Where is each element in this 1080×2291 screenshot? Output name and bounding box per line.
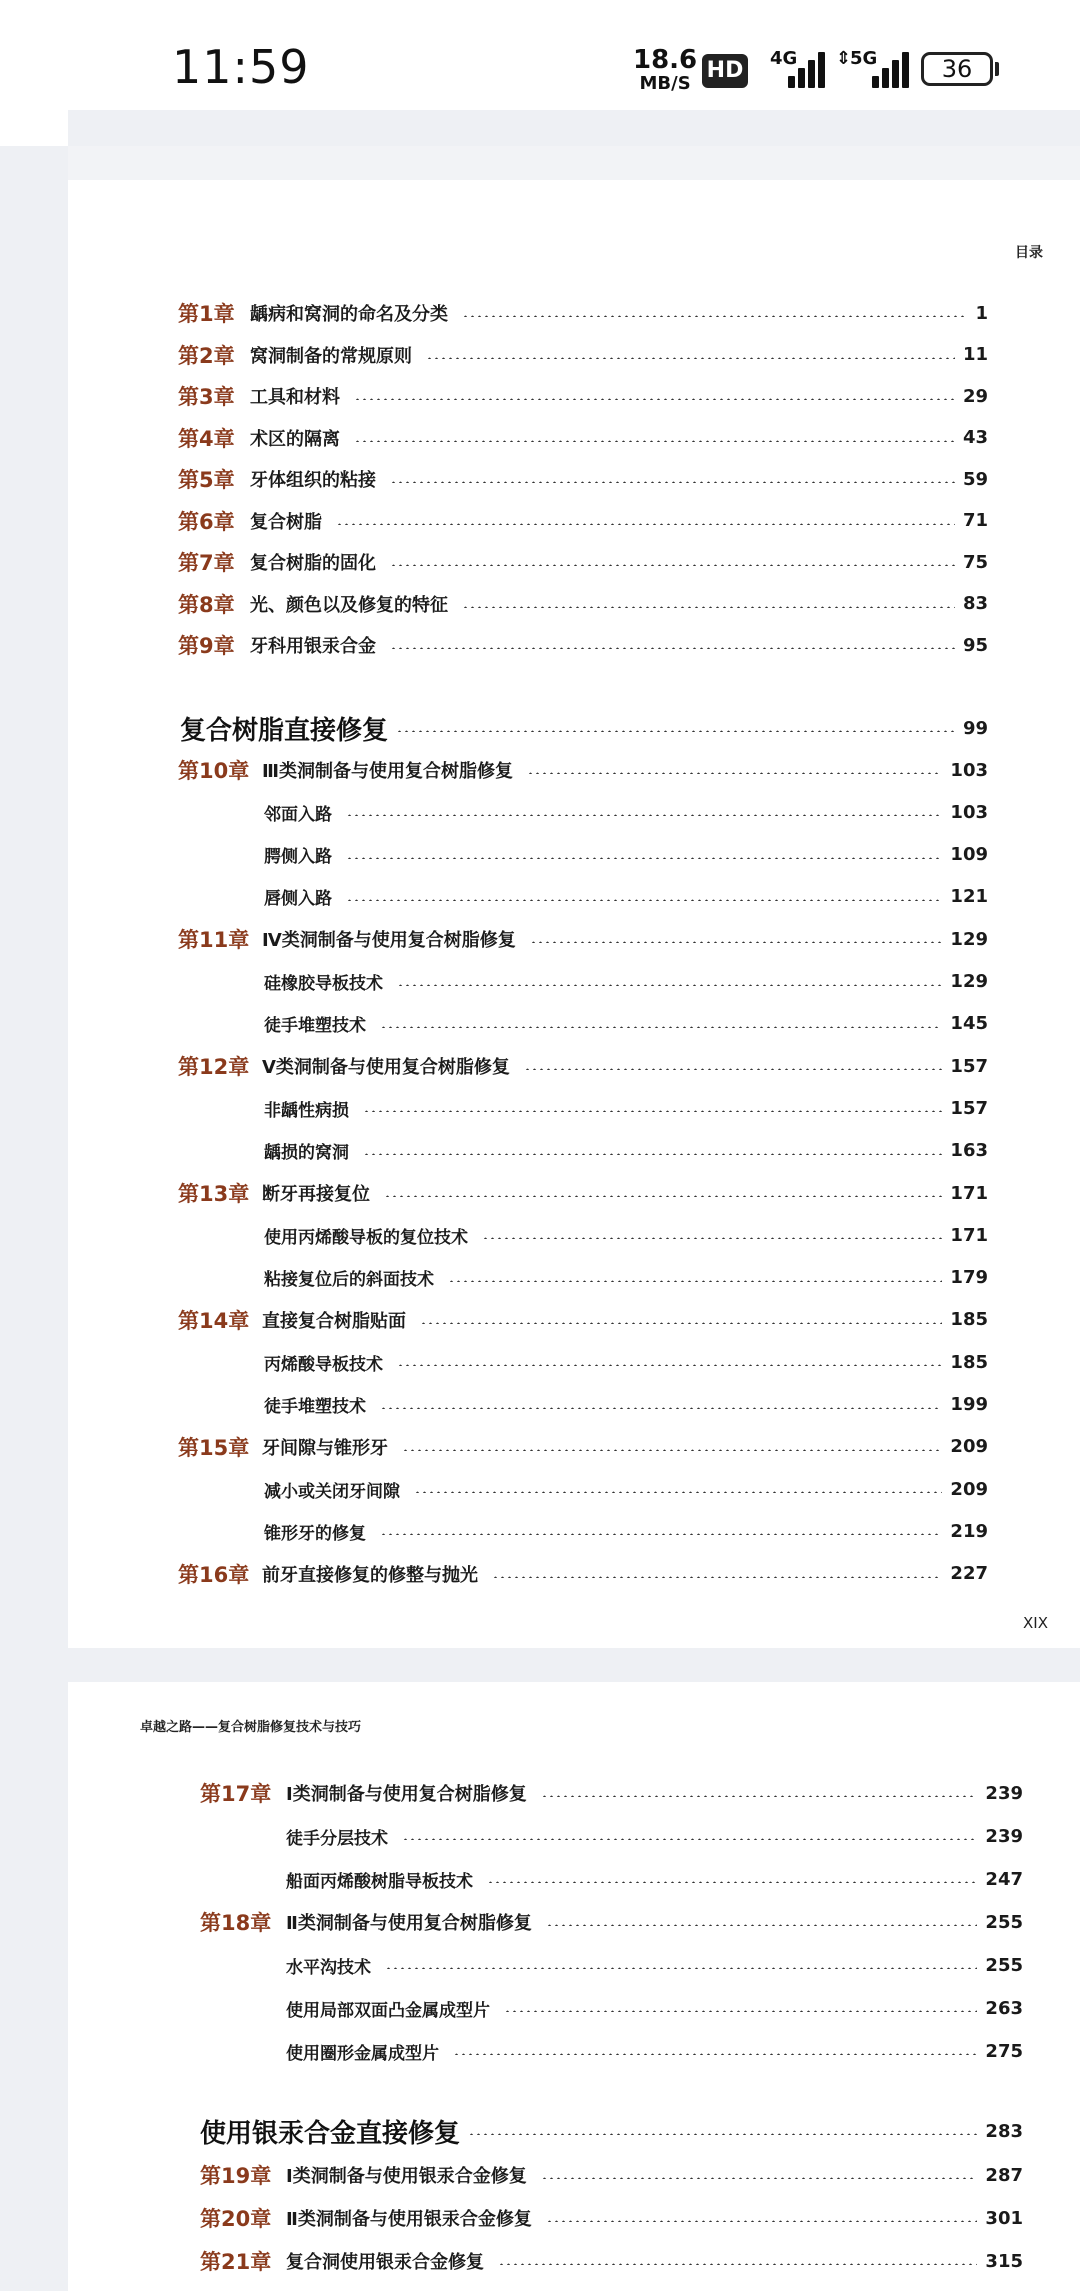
entry-title: 邻面入路 bbox=[264, 804, 332, 825]
toc-chapter-entry[interactable] bbox=[178, 1430, 988, 1464]
entry-title: 减小或关闭牙间隙 bbox=[264, 1481, 400, 1502]
toc-section-entry[interactable] bbox=[286, 2034, 1023, 2068]
part-title: 使用银汞合金直接修复 bbox=[200, 2118, 461, 2149]
toc-part-heading[interactable] bbox=[180, 711, 988, 745]
toc-section-entry[interactable] bbox=[264, 1218, 988, 1252]
page-ref: 263 bbox=[985, 1997, 1023, 2019]
page-ref: 209 bbox=[950, 1436, 988, 1458]
toc-section-entry[interactable] bbox=[264, 1472, 988, 1506]
leader-dots bbox=[384, 1195, 942, 1197]
leader-dots bbox=[462, 315, 967, 317]
chapter-number: 第1章 bbox=[178, 302, 235, 326]
entry-title: 使用局部双面凸金属成型片 bbox=[286, 2000, 490, 2021]
entry-title: 使用丙烯酸导板的复位技术 bbox=[264, 1227, 468, 1248]
chapter-number: 第12章 bbox=[178, 1055, 250, 1080]
page-ref: 185 bbox=[950, 1309, 988, 1331]
entry-title: Ⅱ类洞制备与使用银汞合金修复 bbox=[286, 2209, 532, 2230]
toc-section-entry[interactable] bbox=[264, 838, 988, 872]
chapter-number: 第7章 bbox=[178, 551, 235, 575]
gutter bbox=[0, 110, 68, 146]
leader-dots bbox=[385, 1967, 977, 1969]
toc-section-entry[interactable] bbox=[286, 1819, 1023, 1853]
leader-dots bbox=[541, 2177, 978, 2179]
page-ref: 95 bbox=[962, 634, 988, 656]
leader-dots bbox=[527, 772, 942, 774]
entry-title: 粘接复位后的斜面技术 bbox=[264, 1270, 434, 1291]
entry-title: 术区的隔离 bbox=[250, 428, 340, 450]
chapter-number: 第2章 bbox=[178, 343, 235, 368]
toc-section-entry[interactable] bbox=[264, 1345, 988, 1379]
toc-section-entry[interactable] bbox=[264, 1091, 988, 1125]
toc-section-entry[interactable] bbox=[264, 1261, 988, 1295]
toc-chapter-entry[interactable] bbox=[200, 1776, 1023, 1810]
chapter-number: 第11章 bbox=[178, 928, 250, 953]
entry-title: 徒手堆塑技术 bbox=[264, 1397, 366, 1417]
page-ref: 157 bbox=[950, 1097, 988, 1119]
page-header: 卓越之路——复合树脂修复技术与技巧 bbox=[140, 1720, 362, 1735]
page-ref: 145 bbox=[950, 1013, 988, 1035]
leader-dots bbox=[402, 1449, 942, 1451]
entry-title: 唇侧入路 bbox=[264, 889, 332, 910]
chapter-number: 第10章 bbox=[178, 759, 250, 783]
toc-chapter-entry[interactable] bbox=[178, 338, 988, 372]
toc-section-entry[interactable] bbox=[286, 1862, 1023, 1896]
toc-section-entry[interactable] bbox=[264, 1007, 988, 1041]
leader-dots bbox=[363, 1153, 942, 1155]
leader-dots bbox=[354, 440, 955, 442]
page-ref: 275 bbox=[985, 2040, 1023, 2062]
leader-dots bbox=[346, 899, 942, 901]
entry-title: 牙体组织的粘接 bbox=[250, 470, 376, 491]
entry-title: Ⅰ类洞制备与使用银汞合金修复 bbox=[286, 2166, 527, 2187]
network-speed bbox=[633, 45, 698, 96]
page-ref: 283 bbox=[985, 2120, 1023, 2142]
toc-chapter-entry[interactable] bbox=[178, 1303, 988, 1337]
toc-section-entry[interactable] bbox=[264, 1388, 988, 1422]
page-ref: 157 bbox=[950, 1055, 988, 1077]
toc-chapter-entry[interactable] bbox=[178, 379, 988, 413]
toc-chapter-entry[interactable] bbox=[178, 1049, 988, 1083]
leader-dots bbox=[448, 1280, 942, 1282]
hd-voice-icon: HD bbox=[702, 54, 748, 88]
status-bar bbox=[0, 0, 1080, 110]
chapter-number: 第16章 bbox=[178, 1562, 250, 1587]
chapter-number: 第5章 bbox=[178, 468, 235, 492]
document-page-1[interactable] bbox=[68, 180, 1080, 1648]
page-ref: 59 bbox=[962, 468, 988, 490]
battery-icon: 36 bbox=[921, 52, 993, 86]
toc-section-entry[interactable] bbox=[286, 1948, 1023, 1982]
toc-section-entry[interactable] bbox=[264, 1514, 988, 1548]
leader-dots bbox=[354, 398, 955, 400]
toc-chapter-entry[interactable] bbox=[178, 922, 988, 956]
page-ref: 103 bbox=[950, 759, 988, 781]
page-ref: 239 bbox=[985, 1825, 1023, 1847]
toc-chapter-entry[interactable] bbox=[200, 2158, 1023, 2192]
leader-dots bbox=[462, 606, 955, 608]
chapter-number: 第14章 bbox=[178, 1308, 250, 1333]
signal-5g-label: 5G bbox=[850, 48, 878, 69]
toc-part-heading[interactable] bbox=[200, 2114, 1023, 2148]
page-ref: 185 bbox=[950, 1351, 988, 1373]
part-title: 复合树脂直接修复 bbox=[180, 715, 389, 746]
page-ref: 109 bbox=[950, 844, 988, 866]
page-header: 目录 bbox=[1015, 245, 1043, 261]
leader-dots bbox=[504, 2010, 977, 2012]
toc-chapter-entry[interactable] bbox=[178, 587, 988, 621]
leader-dots bbox=[390, 647, 955, 649]
leader-dots bbox=[390, 564, 955, 566]
leader-dots bbox=[402, 1838, 977, 1840]
leader-dots bbox=[346, 814, 942, 816]
entry-title: 光、颜色以及修复的特征 bbox=[250, 594, 448, 616]
entry-title: Ⅴ类洞制备与使用复合树脂修复 bbox=[262, 1057, 510, 1079]
leader-dots bbox=[397, 984, 942, 986]
document-page-2[interactable] bbox=[68, 1682, 1080, 2291]
toc-chapter-entry[interactable] bbox=[178, 545, 988, 579]
toc-chapter-entry[interactable] bbox=[178, 504, 988, 538]
chapter-number: 第19章 bbox=[200, 2164, 272, 2188]
leader-dots bbox=[498, 2263, 977, 2265]
toc-chapter-entry[interactable] bbox=[200, 2201, 1023, 2235]
chapter-number: 第18章 bbox=[200, 1911, 272, 1935]
toc-chapter-entry[interactable] bbox=[178, 462, 988, 496]
toc-section-entry[interactable] bbox=[264, 795, 988, 829]
leader-dots bbox=[546, 1924, 978, 1926]
page-ref: 1 bbox=[975, 302, 988, 324]
chapter-number: 第17章 bbox=[200, 1782, 272, 1806]
network-speed-unit: MB/S bbox=[639, 73, 691, 94]
signal-5g-icon: ⇕ 5G bbox=[836, 48, 908, 88]
entry-title: 直接复合树脂贴面 bbox=[262, 1310, 406, 1332]
page-ref: 301 bbox=[985, 2207, 1023, 2229]
chapter-number: 第8章 bbox=[178, 592, 235, 617]
page-ref: 255 bbox=[985, 1911, 1023, 1933]
entry-title: Ⅲ类洞制备与使用复合树脂修复 bbox=[262, 761, 514, 782]
entry-title: 复合树脂 bbox=[250, 511, 322, 533]
leader-dots bbox=[380, 1407, 942, 1409]
leader-dots bbox=[482, 1237, 942, 1239]
entry-title: 徒手堆塑技术 bbox=[264, 1016, 366, 1037]
page-ref: 255 bbox=[985, 1954, 1023, 1976]
entry-title: 复合洞使用银汞合金修复 bbox=[286, 2252, 484, 2273]
chapter-number: 第13章 bbox=[178, 1182, 250, 1206]
page-ref: 171 bbox=[950, 1182, 988, 1204]
page-ref: 219 bbox=[950, 1520, 988, 1542]
leader-dots bbox=[546, 2220, 978, 2222]
page-ref: 43 bbox=[962, 427, 988, 448]
leader-dots bbox=[453, 2053, 977, 2055]
toc-section-entry[interactable] bbox=[286, 1991, 1023, 2025]
entry-title: Ⅳ类洞制备与使用复合树脂修复 bbox=[262, 930, 516, 952]
page-ref: 199 bbox=[950, 1394, 988, 1415]
leader-dots bbox=[390, 481, 955, 483]
page-ref: 29 bbox=[962, 385, 988, 407]
entry-title: 使用圈形金属成型片 bbox=[286, 2043, 439, 2064]
battery-tip bbox=[995, 62, 999, 76]
leader-dots bbox=[380, 1533, 942, 1535]
chapter-number: 第15章 bbox=[178, 1435, 250, 1460]
entry-title: 丙烯酸导板技术 bbox=[264, 1354, 383, 1375]
entry-title: 腭侧入路 bbox=[264, 847, 332, 868]
leader-dots bbox=[336, 523, 955, 525]
entry-title: 窝洞制备的常规原则 bbox=[250, 345, 412, 367]
entry-title: 前牙直接修复的修整与抛光 bbox=[262, 1564, 478, 1586]
page-ref: 239 bbox=[985, 1782, 1023, 1804]
entry-title: 牙间隙与锥形牙 bbox=[262, 1437, 388, 1459]
page-gap bbox=[68, 1648, 1080, 1682]
entry-title: 锥形牙的修复 bbox=[264, 1523, 366, 1544]
entry-title: 复合树脂的固化 bbox=[250, 553, 376, 574]
toc-section-entry[interactable] bbox=[264, 880, 988, 914]
page-ref: 99 bbox=[962, 717, 988, 739]
entry-title: 牙科用银汞合金 bbox=[250, 636, 376, 657]
entry-title: 龋损的窝洞 bbox=[264, 1143, 349, 1164]
toc-chapter-entry[interactable] bbox=[200, 2244, 1023, 2278]
chapter-number: 第6章 bbox=[178, 509, 235, 534]
clock: 11:59 bbox=[172, 40, 310, 94]
chapter-number: 第20章 bbox=[200, 2207, 272, 2231]
toc-chapter-entry[interactable] bbox=[178, 753, 988, 787]
signal-4g-label: 4G bbox=[770, 48, 798, 69]
page-ref: 129 bbox=[950, 971, 988, 992]
leader-dots bbox=[420, 1322, 942, 1324]
toc-chapter-entry[interactable] bbox=[178, 421, 988, 455]
toc-section-entry[interactable] bbox=[264, 965, 988, 999]
chapter-number: 第4章 bbox=[178, 426, 235, 451]
leader-dots bbox=[397, 1364, 942, 1366]
network-speed-value: 18.6 bbox=[633, 45, 698, 75]
chapter-number: 第3章 bbox=[178, 385, 235, 409]
leader-dots bbox=[530, 941, 943, 943]
entry-title: Ⅰ类洞制备与使用复合树脂修复 bbox=[286, 1784, 527, 1805]
entry-title: Ⅱ类洞制备与使用复合树脂修复 bbox=[286, 1913, 532, 1934]
leader-dots bbox=[541, 1795, 978, 1797]
entry-title: 龋病和窝洞的命名及分类 bbox=[250, 304, 448, 325]
page-ref: 163 bbox=[950, 1140, 988, 1162]
page-ref: 247 bbox=[985, 1868, 1023, 1890]
page-ref: 71 bbox=[962, 510, 988, 531]
signal-4g-icon bbox=[770, 48, 822, 88]
leader-dots bbox=[380, 1026, 942, 1028]
leader-dots bbox=[346, 857, 942, 859]
leader-dots bbox=[363, 1110, 942, 1112]
toc-chapter-entry[interactable] bbox=[178, 628, 988, 662]
chapter-number: 第21章 bbox=[200, 2250, 272, 2274]
page-ref: 75 bbox=[962, 551, 988, 573]
entry-title: 船面丙烯酸树脂导板技术 bbox=[286, 1871, 473, 1892]
entry-title: 徒手分层技术 bbox=[286, 1828, 388, 1849]
page-ref: 103 bbox=[950, 801, 988, 823]
page-gap bbox=[68, 146, 1080, 180]
page-ref: 121 bbox=[950, 886, 988, 908]
entry-title: 非龋性病损 bbox=[264, 1100, 349, 1121]
page-ref: 171 bbox=[950, 1224, 988, 1246]
page-ref: 179 bbox=[950, 1267, 988, 1289]
leader-dots bbox=[426, 357, 955, 359]
page-ref: 315 bbox=[985, 2250, 1023, 2272]
leader-dots bbox=[396, 730, 955, 732]
entry-title: 断牙再接复位 bbox=[262, 1184, 370, 1205]
leader-dots bbox=[468, 2133, 977, 2135]
leader-dots bbox=[414, 1491, 942, 1493]
leader-dots bbox=[492, 1576, 942, 1578]
entry-title: 水平沟技术 bbox=[286, 1957, 371, 1978]
page-ref: 83 bbox=[962, 593, 988, 614]
entry-title: 工具和材料 bbox=[250, 387, 340, 408]
toc-chapter-entry[interactable] bbox=[178, 296, 988, 330]
page-ref: 129 bbox=[950, 928, 988, 950]
toc-section-entry[interactable] bbox=[264, 1134, 988, 1168]
leader-dots bbox=[487, 1881, 977, 1883]
toc-chapter-entry[interactable] bbox=[178, 1557, 988, 1591]
page-ref: 209 bbox=[950, 1478, 988, 1500]
toc-chapter-entry[interactable] bbox=[178, 1176, 988, 1210]
page-ref: 287 bbox=[985, 2164, 1023, 2186]
page-ref: 11 bbox=[962, 344, 988, 365]
toc-chapter-entry[interactable] bbox=[200, 1905, 1023, 1939]
entry-title: 硅橡胶导板技术 bbox=[264, 974, 383, 994]
page-ref: 227 bbox=[950, 1563, 988, 1585]
chapter-number: 第9章 bbox=[178, 634, 235, 658]
leader-dots bbox=[524, 1068, 942, 1070]
page-number: XIX bbox=[1023, 1614, 1048, 1632]
